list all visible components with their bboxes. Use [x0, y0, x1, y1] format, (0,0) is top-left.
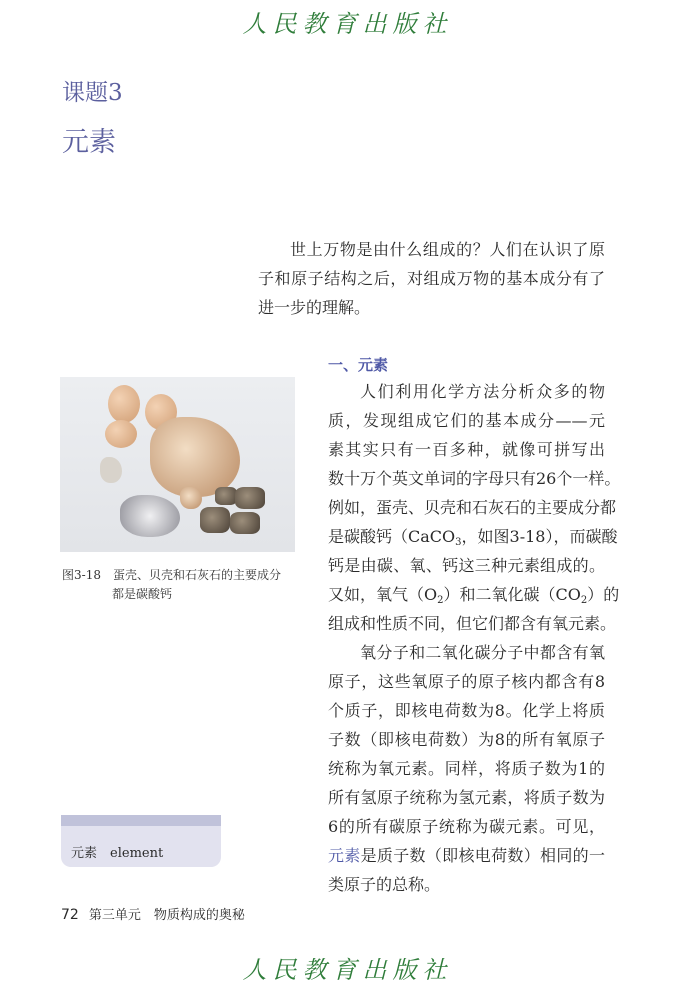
text-line: 子数（即核电荷数）为8的所有氧原子	[328, 730, 605, 749]
shells-photo	[60, 377, 295, 552]
text-line: 数十万个英文单词的字母只有26个一样。	[328, 469, 621, 488]
text-line: 氧分子和二氧化碳分子中都含有氧	[360, 643, 605, 662]
subscript: 3	[455, 537, 462, 548]
figure-label: 图3-18	[62, 568, 101, 582]
text-line: 6的所有碳原子统称为碳元素。可见，	[328, 817, 605, 836]
text-line: 所有氢原子统称为氢元素，将质子数为	[328, 788, 605, 807]
text: ）和二氧化碳（CO	[443, 585, 581, 604]
text: 是质子数（即核电荷数）相同的一	[360, 846, 605, 865]
text-line: 钙是由碳、氧、钙这三种元素组成的。	[328, 556, 605, 575]
glossary-term: 元素	[71, 846, 98, 861]
unit-title: 第三单元 物质构成的奥秘	[88, 908, 245, 923]
glossary-english: element	[110, 846, 164, 861]
text-line: 质，发现组成它们的基本成分——元	[328, 411, 605, 430]
text: ，如图3-18），而碳酸	[461, 527, 618, 546]
key-term: 元素	[328, 846, 361, 865]
glossary-box	[61, 815, 221, 867]
text: 又如，氧气（O	[328, 585, 438, 604]
subscript: 2	[580, 595, 588, 606]
text-line	[328, 845, 605, 867]
text: 是碳酸钙（CaCO	[328, 527, 456, 546]
intro-line: 世上万物是由什么组成的？人们在认识了原	[290, 240, 605, 259]
publisher-logo-bottom: 人民教育出版社	[242, 956, 453, 983]
text-line: 统称为氧元素。同样，将质子数为1的	[328, 759, 605, 778]
section-heading: 一、元素	[328, 356, 389, 374]
caption-text: 蛋壳、贝壳和石灰石的主要成分	[112, 568, 281, 582]
lesson-title: 元素	[62, 127, 116, 158]
page-number: 72	[61, 907, 79, 923]
figure-caption	[62, 566, 281, 583]
text-line: 原子，这些氧原子的原子核内都含有8	[328, 672, 605, 691]
intro-line: 子和原子结构之后，对组成万物的基本成分有了	[258, 269, 605, 288]
text-line: 组成和性质不同，但它们都含有氧元素。	[328, 614, 617, 633]
subscript: 2	[437, 595, 444, 606]
publisher-logo-top: 人民教育出版社	[242, 10, 453, 38]
text-line: 人们利用化学方法分析众多的物	[360, 382, 605, 401]
text-line: 个质子，即核电荷数为8。化学上将质	[328, 701, 605, 720]
text-line: 例如，蛋壳、贝壳和石灰石的主要成分都	[328, 498, 617, 517]
figure-caption-cont: 都是碳酸钙	[112, 587, 173, 601]
page-footer	[61, 904, 245, 923]
text-line: 类原子的总称。	[328, 875, 441, 894]
intro-line: 进一步的理解。	[258, 298, 371, 317]
text-line	[328, 526, 618, 548]
text-line	[328, 584, 620, 606]
lesson-number: 课题3	[62, 80, 123, 106]
text: ）的	[587, 585, 620, 604]
text-line: 素其实只有一百多种，就像可拼写出	[328, 440, 605, 459]
